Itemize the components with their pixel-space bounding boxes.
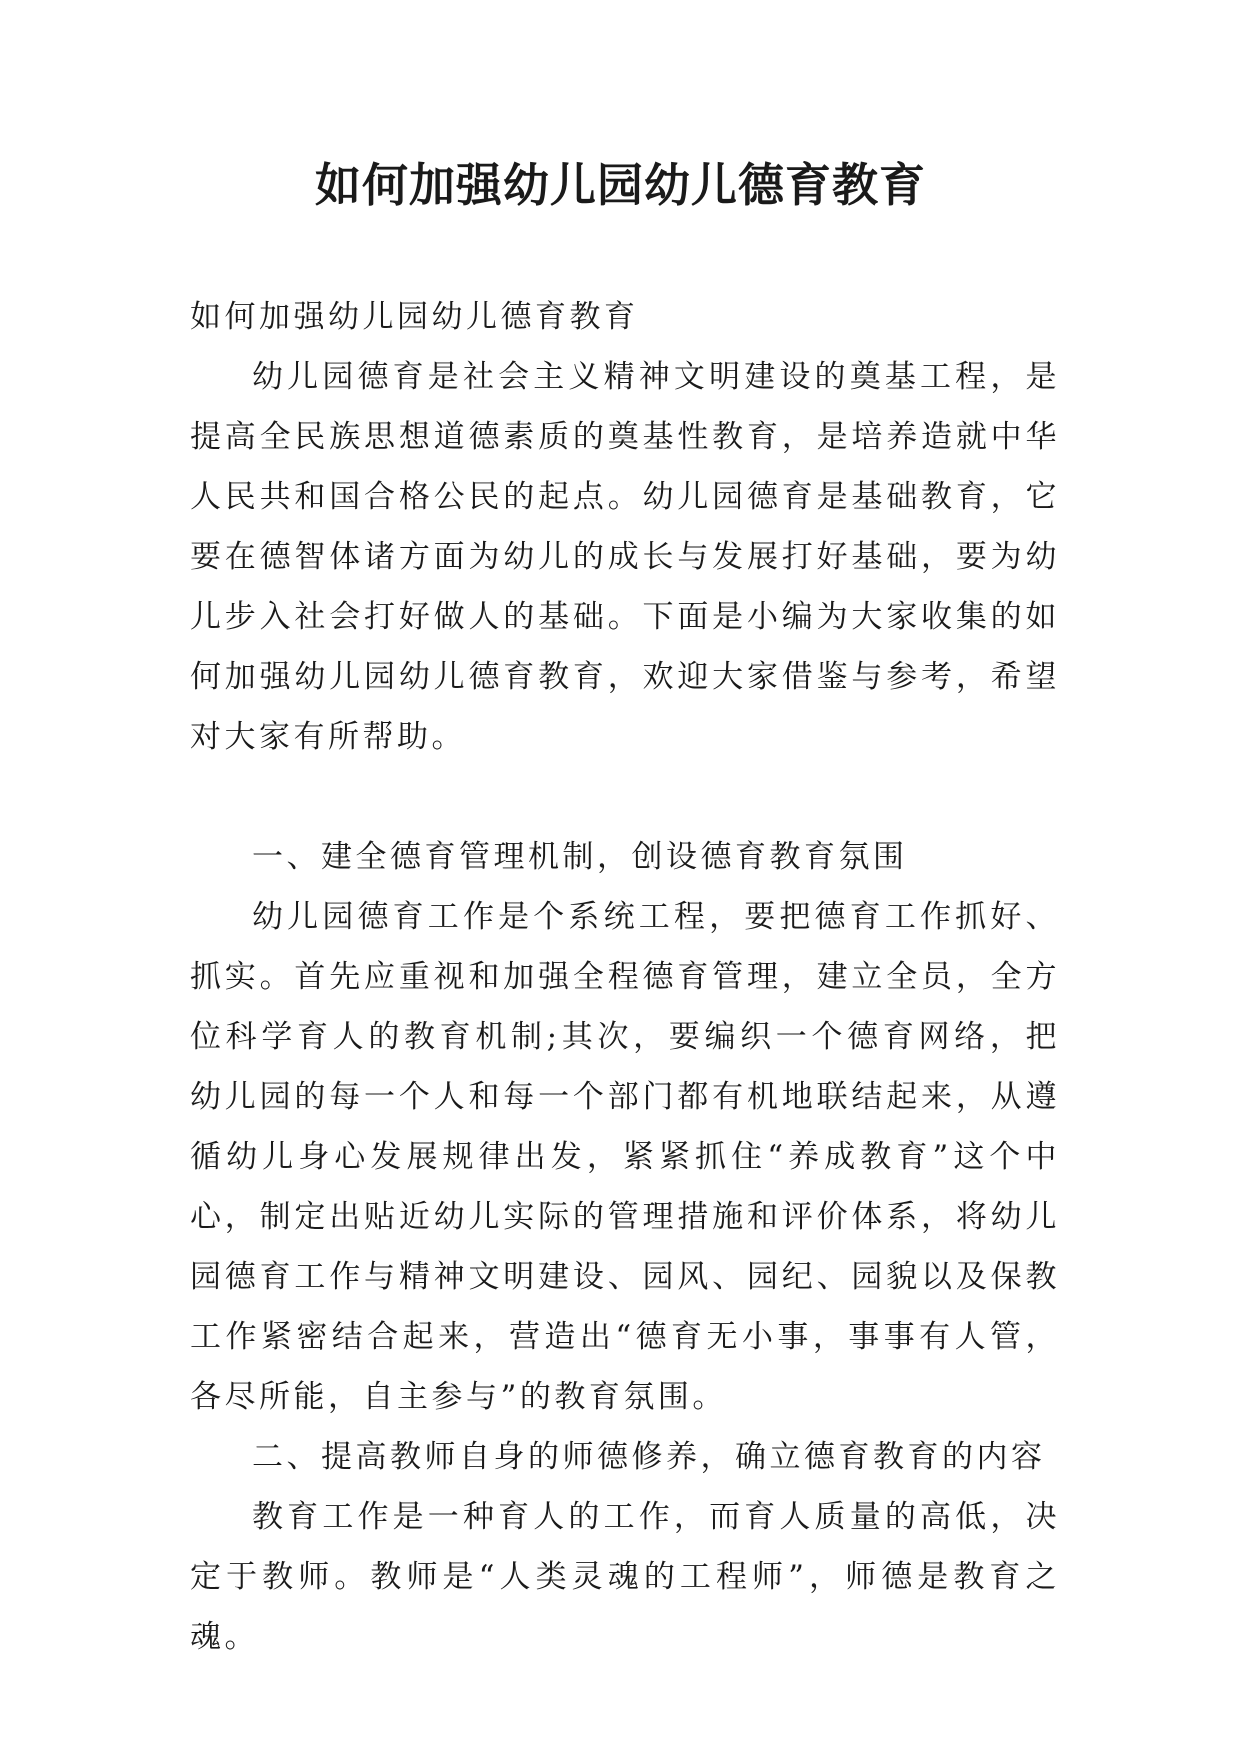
intro-paragraph: 幼儿园德育是社会主义精神文明建设的奠基工程，是提高全民族思想道德素质的奠基性教育，是培养造就中华人民共和国合格公民的起点。幼儿园德育是基础教育，它要在德智体诸方面为幼儿的成长与发展打好基础，要为幼儿步入社会打好做人的基础。下面是小编为大家收集的如何加强幼儿园幼儿德育教育，欢迎大家借鉴与参考，希望对大家有所帮助。 (190, 359, 1060, 755)
section-heading-1: 一、建全德育管理机制，创设德育教育氛围 (252, 839, 908, 875)
section-paragraph-1: 幼儿园德育工作是个系统工程，要把德育工作抓好、抓实。首先应重视和加强全程德育管理，建立全员，全方位科学育人的教育机制;其次，要编织一个德育网络，把幼儿园的每一个人和每一个部门都有机地联结起来，从遵循幼儿身心发展规律出发，紧紧抓住“养成教育”这个中心，制定出贴近幼儿实际的管理措施和评价体系，将幼儿园德育工作与精神文明建设、园风、园纪、园貌以及保教工作紧密结合起来，营造出“德育无小事，事事有人管，各尽所能，自主参与”的教育氛围。 (190, 899, 1060, 1415)
section-paragraph-2: 教育工作是一种育人的工作，而育人质量的高低，决定于教师。教师是“人类灵魂的工程师”，师德是教育之魂。 (190, 1499, 1060, 1655)
paragraph-spacer (190, 767, 1060, 827)
document-body (190, 287, 1060, 1667)
document-title: 如何加强幼儿园幼儿德育教育 (315, 158, 926, 212)
section-heading-2: 二、提高教师自身的师德修养，确立德育教育的内容 (252, 1439, 1046, 1475)
document-subtitle: 如何加强幼儿园幼儿德育教育 (190, 299, 639, 335)
